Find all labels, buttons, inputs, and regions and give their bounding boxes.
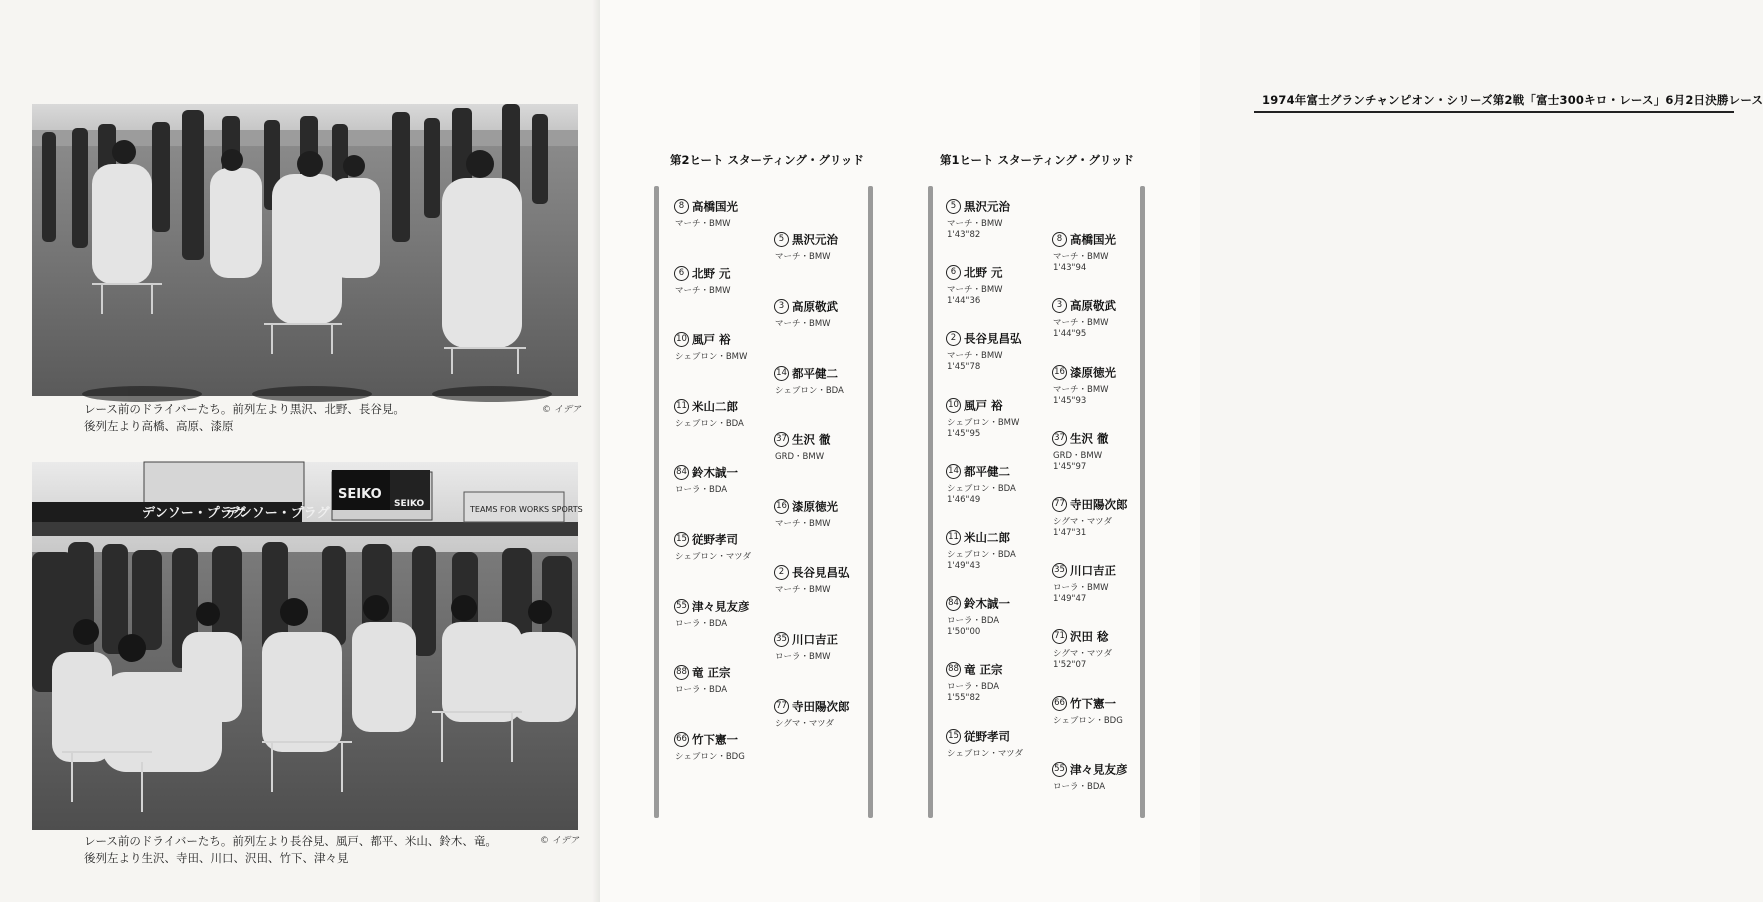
driver-name: 都平健二 bbox=[964, 464, 1010, 479]
grid-position-badge: 35 bbox=[1052, 563, 1067, 578]
grid-entry bbox=[674, 529, 751, 562]
qualifying-time: 1'43"94 bbox=[1053, 263, 1087, 274]
grid-position-badge: 88 bbox=[674, 665, 689, 680]
driver-name: 川口吉正 bbox=[1070, 563, 1116, 578]
qualifying-time: 1'45"78 bbox=[947, 362, 981, 373]
grid-position-badge: 5 bbox=[774, 232, 789, 247]
sign-text: デンソー・プラグ bbox=[226, 506, 330, 521]
qualifying-time: 1'46"49 bbox=[947, 494, 981, 505]
driver-name: 米山二郎 bbox=[964, 530, 1010, 545]
grid-entry bbox=[674, 462, 738, 495]
car-name: ローラ・BDA bbox=[675, 618, 728, 629]
qualifying-time: 1'55"82 bbox=[947, 693, 981, 704]
sign-text: SEIKO bbox=[338, 487, 382, 502]
grid-bar-heat2-left bbox=[654, 186, 659, 818]
driver-name: 従野孝司 bbox=[964, 729, 1010, 744]
caption-line: レース前のドライバーたち。前列左より長谷見、風戸、都平、米山、鈴木、竜。 bbox=[84, 834, 497, 848]
grid-bar-heat1-left bbox=[928, 186, 933, 818]
grid-entry bbox=[674, 729, 745, 762]
car-name: マーチ・BMW bbox=[1053, 252, 1109, 263]
right-page bbox=[600, 0, 1763, 902]
car-name: マーチ・BMW bbox=[775, 518, 831, 529]
driver-name: 北野 元 bbox=[692, 266, 731, 281]
driver-name: 竜 正宗 bbox=[692, 665, 731, 680]
qualifying-time: 1'49"43 bbox=[947, 561, 981, 571]
grid-position-badge: 6 bbox=[946, 265, 961, 280]
grid-bar-heat2-right bbox=[868, 186, 873, 818]
grid-entry bbox=[774, 229, 838, 262]
grid-entry bbox=[674, 263, 731, 296]
grid-position-badge: 71 bbox=[1052, 629, 1067, 644]
driver-name: 津々見友彦 bbox=[692, 599, 750, 614]
car-name: シェブロン・BMW bbox=[947, 417, 1020, 428]
grid-entry bbox=[774, 496, 838, 529]
heat1-grid-heading: 第1ヒート スターティング・グリッド bbox=[940, 153, 1134, 167]
driver-name: 北野 元 bbox=[964, 265, 1003, 280]
driver-name: 漆原徳光 bbox=[792, 499, 838, 514]
driver-name: 米山二郎 bbox=[692, 399, 738, 414]
grid-position-badge: 10 bbox=[946, 398, 961, 413]
car-name: シグマ・マツダ bbox=[1053, 649, 1112, 660]
grid-entry bbox=[1052, 295, 1116, 339]
grid-position-badge: 6 bbox=[674, 266, 689, 281]
driver-name: 長谷見昌弘 bbox=[792, 565, 850, 580]
grid-entry bbox=[946, 659, 1003, 703]
car-name: GRD・BMW bbox=[775, 452, 825, 463]
sign-text: TEAMS FOR WORKS SPORTS bbox=[470, 505, 583, 514]
grid-position-badge: 55 bbox=[674, 599, 689, 614]
car-name: シェブロン・BDA bbox=[775, 385, 844, 396]
grid-entry bbox=[1052, 560, 1116, 604]
grid-entry bbox=[1052, 428, 1109, 472]
grid-position-badge: 16 bbox=[774, 499, 789, 514]
race-title: 1974年富士グランチャンピオン・シリーズ第2戦「富士300キロ・レース」6月2日決勝レース bbox=[1262, 93, 1763, 107]
grid-position-badge: 2 bbox=[946, 331, 961, 346]
grid-position-badge: 14 bbox=[774, 366, 789, 381]
grid-position-badge: 37 bbox=[1052, 431, 1067, 446]
car-name: マーチ・BMW bbox=[775, 252, 831, 263]
car-name: マーチ・BMW bbox=[947, 351, 1003, 362]
car-name: シグマ・マツダ bbox=[1053, 516, 1112, 527]
car-name: マーチ・BMW bbox=[675, 219, 731, 229]
grid-position-badge: 3 bbox=[1052, 298, 1067, 313]
grid-position-badge: 37 bbox=[774, 432, 789, 447]
sign-text: デンソー・プラグ bbox=[142, 506, 246, 521]
grid-entry bbox=[674, 329, 747, 362]
grid-entry bbox=[774, 629, 838, 662]
driver-name: 高原敬武 bbox=[792, 299, 838, 314]
heat2-grid-heading: 第2ヒート スターティング・グリッド bbox=[670, 153, 864, 167]
driver-name: 黒沢元治 bbox=[964, 199, 1010, 214]
qualifying-time: 1'47"31 bbox=[1053, 527, 1087, 538]
car-name: マーチ・BMW bbox=[675, 285, 731, 296]
grid-entry bbox=[946, 461, 1016, 505]
caption-line: 後列左より生沢、寺田、川口、沢田、竹下、津々見 bbox=[84, 851, 349, 865]
qualifying-time: 1'50"00 bbox=[947, 627, 981, 638]
car-name: シェブロン・BDG bbox=[1053, 715, 1123, 726]
grid-entry bbox=[946, 395, 1019, 439]
photo-drivers-before-race-2 bbox=[32, 462, 583, 830]
grid-position-badge: 11 bbox=[674, 399, 689, 414]
grid-position-badge: 8 bbox=[674, 199, 689, 214]
grid-entry bbox=[774, 296, 838, 329]
qualifying-time: 1'52"07 bbox=[1053, 660, 1087, 671]
grid-entry bbox=[946, 262, 1003, 306]
car-name: マーチ・BMW bbox=[1053, 318, 1109, 329]
grid-position-badge: 2 bbox=[774, 565, 789, 580]
driver-name: 高橋国光 bbox=[692, 199, 738, 214]
driver-name: 生沢 徹 bbox=[1070, 431, 1109, 446]
photo-image bbox=[32, 104, 578, 396]
photo-caption-top bbox=[84, 401, 405, 435]
grid-position-badge: 84 bbox=[946, 596, 961, 611]
grid-position-badge: 10 bbox=[674, 332, 689, 347]
sign-text: SEIKO bbox=[394, 499, 425, 509]
photo-drivers-before-race-1 bbox=[32, 104, 578, 396]
grid-entry bbox=[674, 662, 731, 695]
driver-name: 高原敬武 bbox=[1070, 298, 1116, 313]
driver-name: 沢田 稔 bbox=[1070, 629, 1109, 644]
grid-position-badge: 16 bbox=[1052, 365, 1067, 380]
qualifying-time: 1'44"95 bbox=[1053, 329, 1087, 340]
car-name: GRD・BMW bbox=[1053, 450, 1103, 461]
driver-name: 寺田陽次郎 bbox=[1070, 497, 1128, 512]
grid-bar-heat1-right bbox=[1140, 186, 1145, 818]
car-name: シェブロン・BDA bbox=[947, 550, 1016, 560]
qualifying-time: 1'45"93 bbox=[1053, 395, 1087, 406]
driver-name: 従野孝司 bbox=[692, 532, 738, 547]
grid-position-badge: 5 bbox=[946, 199, 961, 214]
car-name: マーチ・BMW bbox=[947, 285, 1003, 296]
car-name: シェブロン・BDG bbox=[675, 751, 745, 762]
grid-entry bbox=[774, 696, 850, 729]
grid-position-badge: 15 bbox=[674, 532, 689, 547]
qualifying-time: 1'43"82 bbox=[947, 230, 981, 240]
grid-entry bbox=[774, 562, 850, 595]
grid-position-badge: 8 bbox=[1052, 232, 1067, 247]
grid-position-badge: 77 bbox=[774, 699, 789, 714]
photo-image bbox=[32, 462, 583, 830]
car-name: シェブロン・BDA bbox=[947, 483, 1016, 494]
grid-position-badge: 14 bbox=[946, 464, 961, 479]
grid-entry bbox=[1052, 759, 1128, 792]
grid-position-badge: 88 bbox=[946, 662, 961, 677]
qualifying-time: 1'45"97 bbox=[1053, 461, 1087, 472]
grid-position-badge: 55 bbox=[1052, 762, 1067, 777]
car-name: マーチ・BMW bbox=[775, 318, 831, 329]
driver-name: 漆原徳光 bbox=[1070, 365, 1116, 379]
driver-name: 生沢 徹 bbox=[792, 432, 831, 447]
car-name: ローラ・BDA bbox=[947, 616, 1000, 627]
grid-position-badge: 15 bbox=[946, 729, 961, 744]
grid-position-badge: 35 bbox=[774, 632, 789, 647]
car-name: シグマ・マツダ bbox=[775, 718, 834, 729]
photo-credit-top: © イデア bbox=[542, 405, 581, 415]
qualifying-time: 1'49"47 bbox=[1053, 594, 1087, 605]
driver-name: 鈴木誠一 bbox=[964, 596, 1010, 611]
grid-entry bbox=[774, 429, 831, 462]
grid-entry bbox=[674, 596, 750, 629]
grid-entry bbox=[1052, 362, 1116, 406]
driver-name: 都平健二 bbox=[792, 366, 838, 380]
car-name: ローラ・BMW bbox=[775, 651, 831, 662]
driver-name: 竹下憲一 bbox=[1070, 696, 1116, 710]
grid-entry bbox=[1052, 494, 1128, 538]
grid-position-badge: 77 bbox=[1052, 497, 1067, 512]
car-name: ローラ・BDA bbox=[947, 682, 1000, 693]
driver-name: 竹下憲一 bbox=[692, 732, 738, 747]
grid-entry bbox=[1052, 626, 1112, 670]
grid-position-badge: 11 bbox=[946, 530, 961, 545]
driver-name: 川口吉正 bbox=[792, 632, 838, 647]
grid-position-badge: 66 bbox=[674, 732, 689, 747]
driver-name: 寺田陽次郎 bbox=[792, 699, 850, 713]
car-name: マーチ・BMW bbox=[775, 585, 831, 596]
grid-entry bbox=[946, 328, 1022, 372]
driver-name: 風戸 裕 bbox=[692, 332, 731, 347]
grid-entry bbox=[1052, 693, 1123, 726]
grid-entry bbox=[674, 196, 738, 229]
car-name: ローラ・BMW bbox=[1053, 583, 1109, 594]
car-name: ローラ・BDA bbox=[675, 485, 728, 496]
driver-name: 竜 正宗 bbox=[964, 662, 1003, 677]
driver-name: 黒沢元治 bbox=[792, 232, 838, 247]
caption-line: 後列左より高橋、高原、漆原 bbox=[84, 419, 234, 433]
driver-name: 津々見友彦 bbox=[1070, 762, 1128, 777]
heat1-starting-grid bbox=[946, 196, 1136, 816]
car-name: シェブロン・マツダ bbox=[947, 748, 1023, 759]
qualifying-time: 1'45"95 bbox=[947, 428, 981, 439]
grid-position-badge: 84 bbox=[674, 465, 689, 480]
grid-entry bbox=[946, 593, 1010, 637]
car-name: ローラ・BDA bbox=[1053, 781, 1106, 792]
grid-entry bbox=[946, 726, 1023, 759]
photo-credit-bottom: © イデア bbox=[540, 836, 579, 846]
heat2-starting-grid bbox=[674, 196, 864, 816]
grid-entry bbox=[1052, 229, 1116, 273]
car-name: シェブロン・マツダ bbox=[675, 552, 751, 562]
car-name: マーチ・BMW bbox=[947, 219, 1003, 229]
grid-position-badge: 3 bbox=[774, 299, 789, 314]
qualifying-time: 1'44"36 bbox=[947, 296, 981, 307]
photo-caption-bottom bbox=[84, 833, 497, 867]
grid-entry bbox=[774, 363, 844, 396]
car-name: シェブロン・BDA bbox=[675, 418, 744, 429]
grid-entry bbox=[674, 396, 744, 429]
car-name: シェブロン・BMW bbox=[675, 352, 748, 363]
driver-name: 長谷見昌弘 bbox=[964, 331, 1022, 346]
grid-entry bbox=[946, 196, 1010, 240]
left-page bbox=[0, 0, 600, 902]
car-name: マーチ・BMW bbox=[1053, 384, 1109, 395]
driver-name: 鈴木誠一 bbox=[692, 465, 738, 480]
title-rule bbox=[1254, 111, 1734, 113]
grid-position-badge: 66 bbox=[1052, 696, 1067, 711]
grid-entry bbox=[946, 527, 1016, 571]
driver-name: 高橋国光 bbox=[1070, 232, 1116, 247]
driver-name: 風戸 裕 bbox=[964, 398, 1003, 413]
caption-line: レース前のドライバーたち。前列左より黒沢、北野、長谷見。 bbox=[84, 402, 405, 416]
car-name: ローラ・BDA bbox=[675, 685, 728, 696]
